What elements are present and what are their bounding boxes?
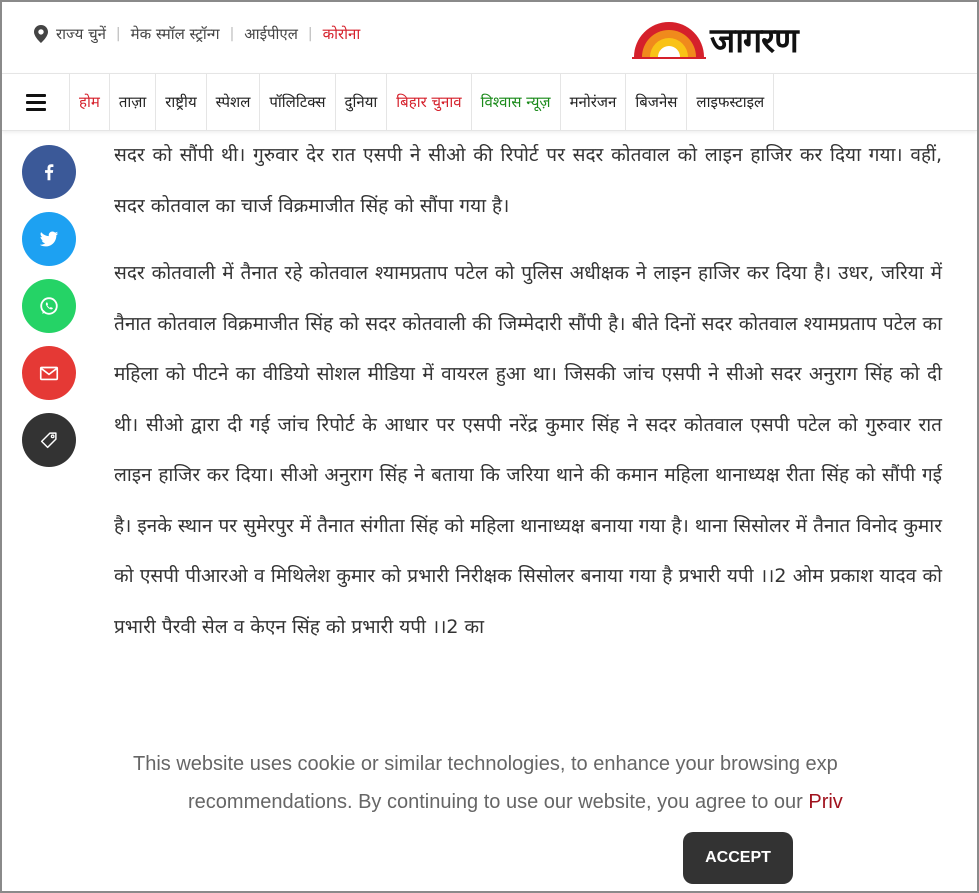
email-icon bbox=[38, 362, 60, 384]
location-pin-icon bbox=[34, 25, 48, 43]
nav-item-home[interactable]: होम bbox=[70, 73, 110, 131]
state-select-link[interactable]: राज्य चुनें bbox=[56, 25, 106, 43]
nav-item-national[interactable]: राष्ट्रीय bbox=[156, 73, 206, 131]
main-navigation bbox=[2, 73, 977, 131]
nav-item-world[interactable]: दुनिया bbox=[336, 73, 388, 131]
article-paragraph: सदर कोतवाली में तैनात रहे कोतवाल श्यामप्रताप पटेल को पुलिस अधीक्षक ने लाइन हाजिर कर दिया है। उधर, जरिया में तैनात कोतवाल विक्रमाजीत सिंह को सदर कोतवाली की जिम्मेदारी सौंपी है। बीते दिनों सदर कोतवाल श्यामप्रताप पटेल का महिला को पीटने का वीडियो सोशल मीडिया में वायरल हुआ था। जिसकी जांच एसपी ने सीओ सदर अनुराग सिंह को दी थी। सीओ द्वारा दी गई जांच रिपोर्ट के आधार पर एसपी नरेंद्र कुमार सिंह ने सदर कोतवाल एसपी पटेल को गुरुवार रात लाइन हाजिर कर दिया। सीओ अनुराग सिंह ने बताया कि जरिया थाने की कमान महिला थानाध्यक्ष रीता सिंह को सौंपी गई है। इनके स्थान पर सुमेरपुर में तैनात संगीता सिंह को महिला थानाध्यक्ष बनाया गया है। थाना सिसोलर में तैनात विनोद कुमार को एसपी पीआरओ व मिथिलेश कुमार को प्रभारी निरीक्षक सिसोलर बनाया गया है प्रभारी यपी ।।2 ओम प्रकाश यादव को प्रभारी पैरवी सेल व केएन सिंह को प्रभारी यपी ।।2 का bbox=[114, 262, 942, 638]
cookie-message-text: recommendations. By continuing to use our website, you agree to our bbox=[188, 791, 809, 813]
cookie-message-line1: This website uses cookie or similar technologies, to enhance your browsing exp bbox=[133, 753, 838, 775]
separator: | bbox=[115, 26, 121, 42]
hamburger-menu-button[interactable] bbox=[2, 73, 70, 131]
nav-item-latest[interactable]: ताज़ा bbox=[110, 73, 156, 131]
share-tag-button[interactable] bbox=[22, 413, 76, 467]
nav-item-entertainment[interactable]: मनोरंजन bbox=[561, 73, 627, 131]
nav-item-bihar-election[interactable]: बिहार चुनाव bbox=[387, 73, 471, 131]
make-small-strong-link[interactable]: मेक स्मॉल स्ट्रॉन्ग bbox=[130, 25, 220, 43]
sunrise-logo-icon bbox=[632, 19, 706, 59]
nav-item-lifestyle[interactable]: लाइफस्टाइल bbox=[687, 73, 774, 131]
ipl-link[interactable]: आईपीएल bbox=[244, 25, 298, 43]
share-twitter-button[interactable] bbox=[22, 212, 76, 266]
logo-wordmark: जागरण bbox=[710, 21, 798, 61]
separator: | bbox=[307, 26, 313, 42]
tag-icon bbox=[38, 429, 60, 451]
facebook-icon bbox=[38, 161, 60, 183]
accept-cookies-button[interactable]: ACCEPT bbox=[683, 832, 793, 884]
corona-link[interactable]: कोरोना bbox=[322, 25, 361, 43]
nav-item-special[interactable]: स्पेशल bbox=[207, 73, 261, 131]
whatsapp-icon bbox=[38, 295, 60, 317]
nav-item-business[interactable]: बिजनेस bbox=[626, 73, 687, 131]
nav-item-vishvas-news[interactable]: विश्वास न्यूज़ bbox=[472, 73, 561, 131]
hamburger-icon bbox=[26, 92, 46, 113]
nav-item-politics[interactable]: पॉलिटिक्स bbox=[260, 73, 335, 131]
jagran-logo[interactable] bbox=[632, 16, 798, 62]
top-utility-bar bbox=[2, 2, 977, 72]
article-paragraph: सदर को सौंपी थी। गुरुवार देर रात एसपी ने सीओ की रिपोर्ट पर सदर कोतवाल को लाइन हाजिर कर दिया गया। वहीं, सदर कोतवाल का चार्ज विक्रमाजीत सिंह को सौंपा गया है। bbox=[114, 144, 942, 217]
cookie-message-line2 bbox=[188, 791, 843, 814]
share-email-button[interactable] bbox=[22, 346, 76, 400]
share-facebook-button[interactable] bbox=[22, 145, 76, 199]
share-whatsapp-button[interactable] bbox=[22, 279, 76, 333]
privacy-policy-link[interactable]: Priv bbox=[808, 791, 843, 813]
twitter-icon bbox=[38, 228, 60, 250]
utility-links bbox=[34, 24, 360, 44]
separator: | bbox=[229, 26, 235, 42]
cookie-consent-banner bbox=[2, 731, 977, 893]
article-body bbox=[114, 130, 942, 652]
